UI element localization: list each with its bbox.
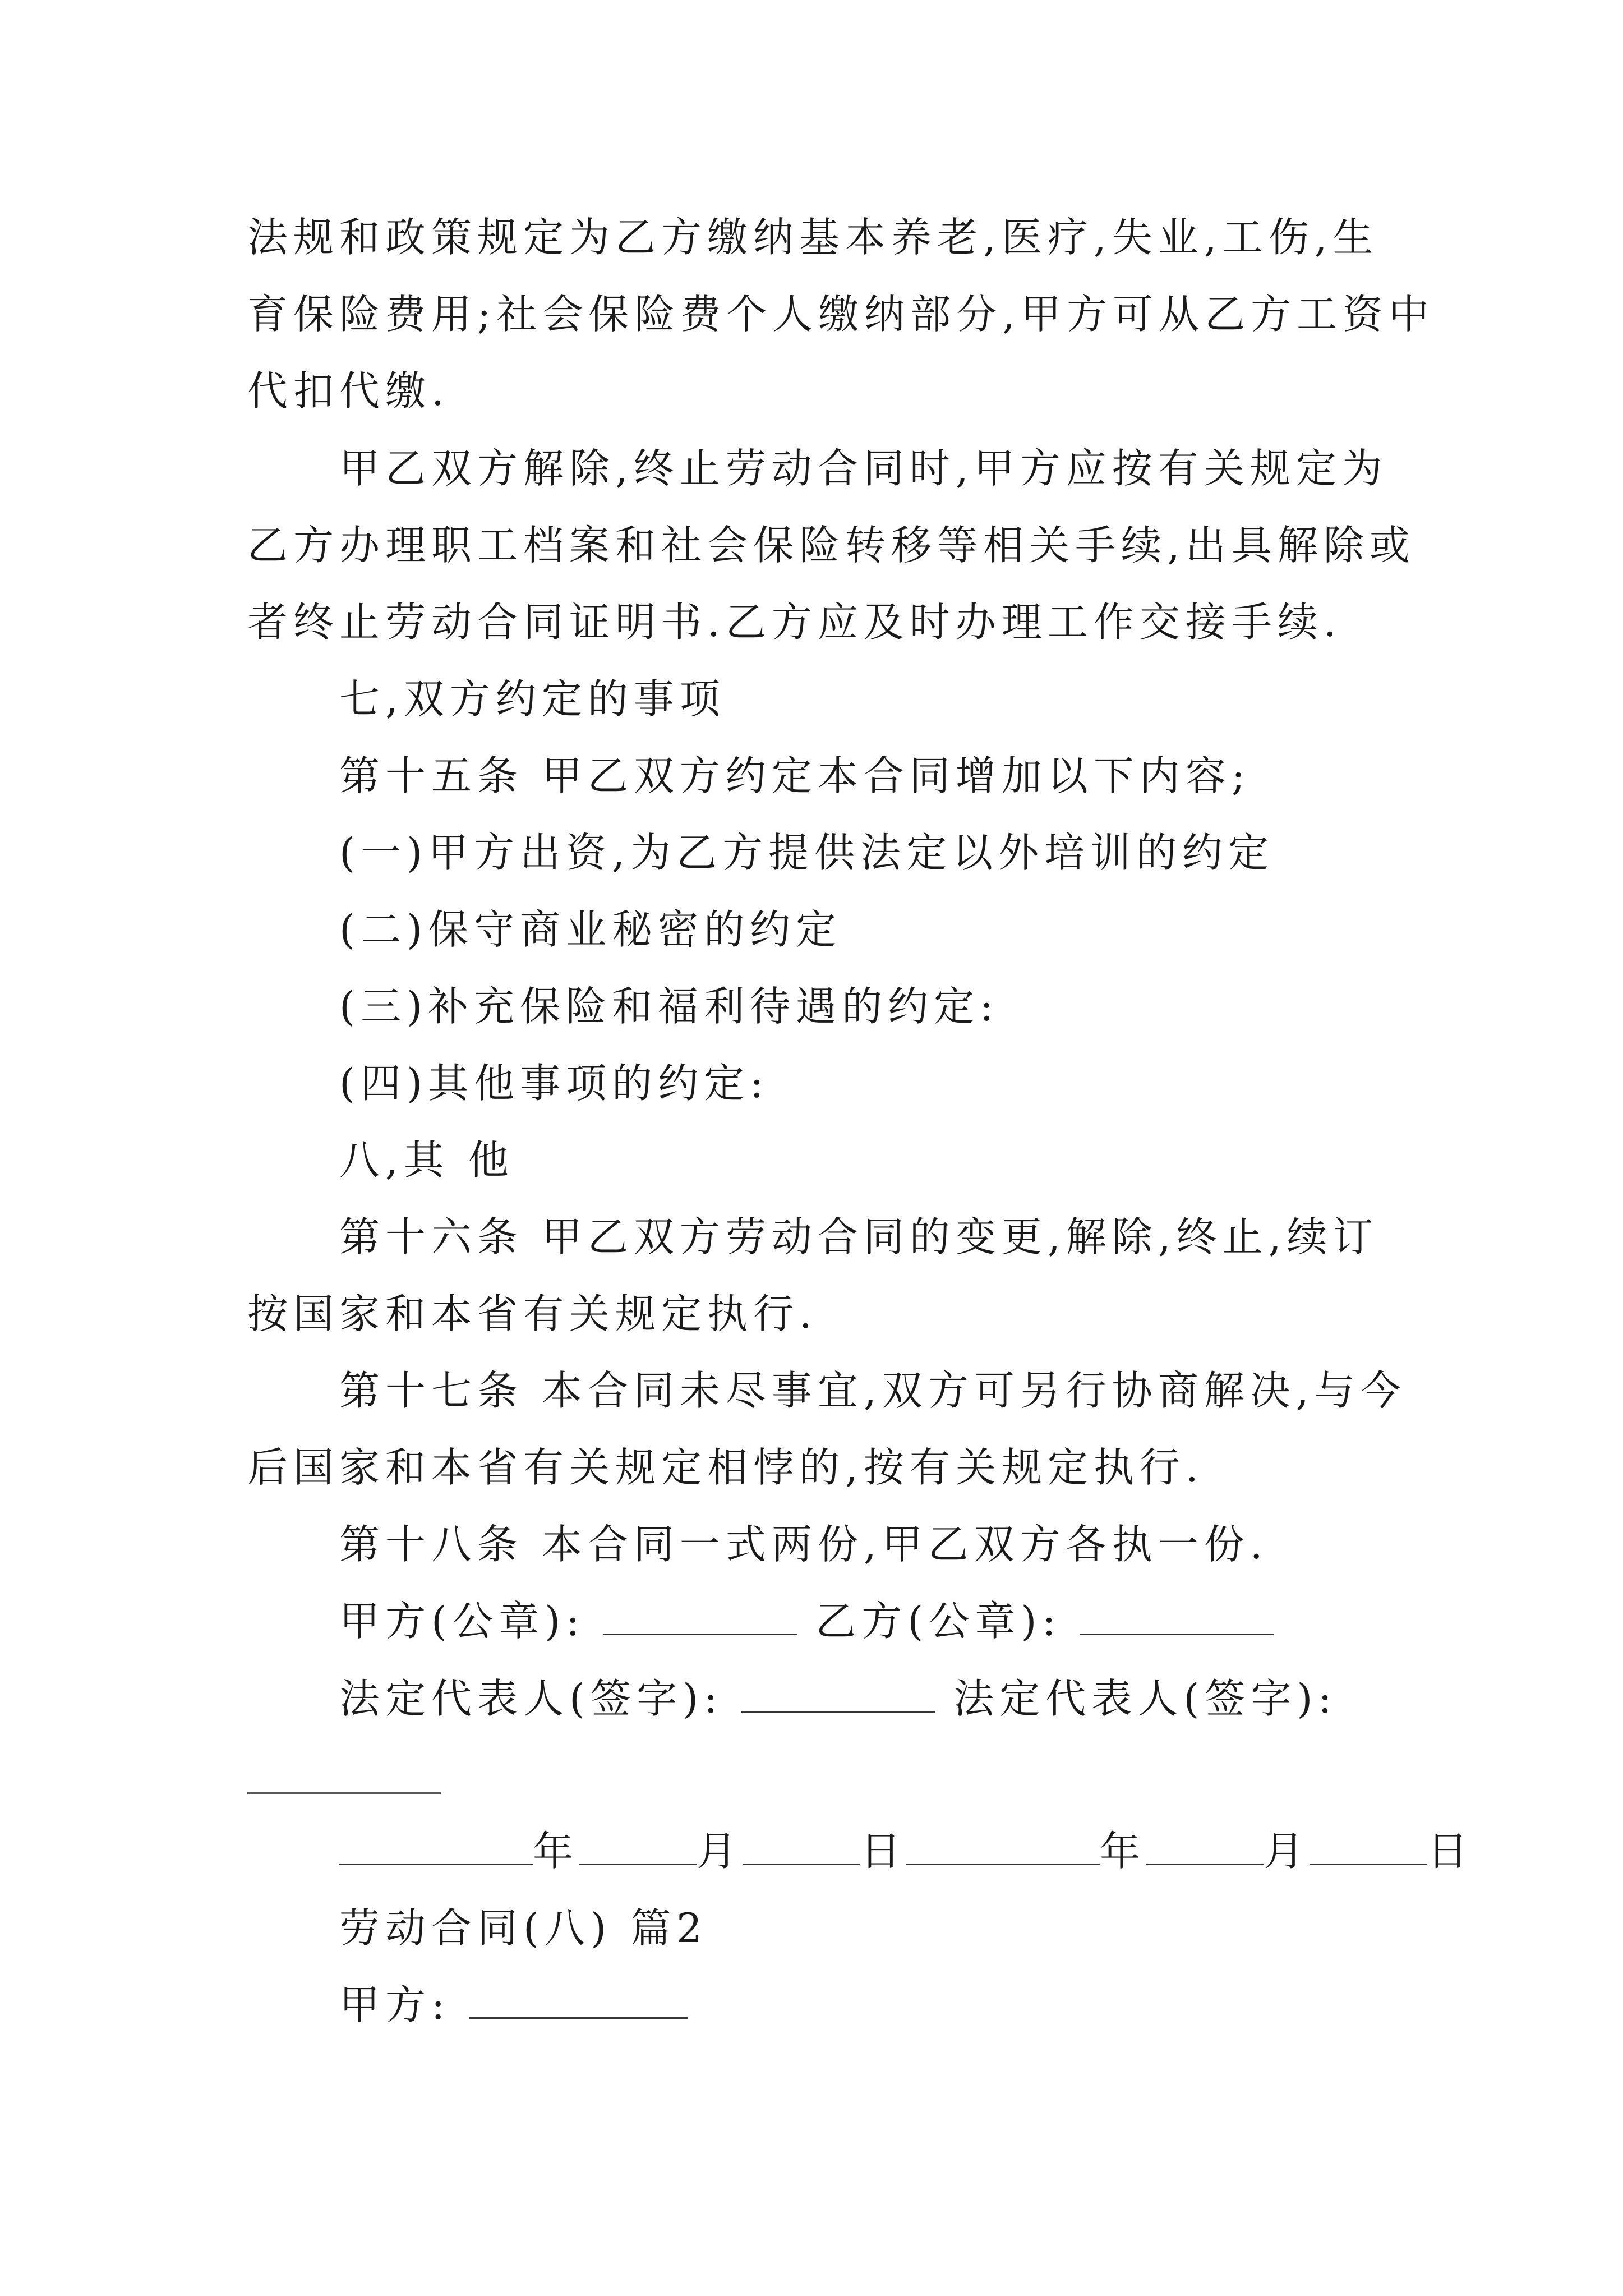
body-line: 育保险费用;社会保险费个人缴纳部分,甲方可从乙方工资中	[247, 291, 1435, 338]
list-item: (一)甲方出资,为乙方提供法定以外培训的约定	[339, 829, 1275, 876]
article-line: 第十七条 本合同未尽事宜,双方可另行协商解决,与今	[339, 1367, 1407, 1414]
rep-a-label: 法定代表人(签字):	[339, 1675, 723, 1722]
day-label: 日	[860, 1828, 907, 1875]
body-line: 乙方办理职工档案和社会保险转移等相关手续,出具解除或	[247, 522, 1415, 569]
month-blank-b	[1146, 1825, 1264, 1865]
month-blank-a	[579, 1825, 697, 1865]
list-item: (二)保守商业秘密的约定	[339, 906, 842, 953]
seal-line	[339, 1593, 1274, 1649]
party-a-seal-blank	[603, 1595, 797, 1635]
article-line: 按国家和本省有关规定执行.	[247, 1290, 818, 1337]
next-party-a-label: 甲方:	[339, 1981, 451, 2028]
article-line: 第十八条 本合同一式两份,甲乙双方各执一份.	[339, 1521, 1269, 1568]
day-blank-b	[1310, 1825, 1427, 1865]
section-heading: 七,双方约定的事项	[339, 675, 726, 723]
party-a-seal-label: 甲方(公章):	[339, 1598, 585, 1645]
section-heading: 八,其 他	[339, 1137, 514, 1184]
date-line	[339, 1823, 1473, 1879]
year-blank-a	[339, 1825, 533, 1865]
party-b-seal-blank	[1080, 1595, 1274, 1635]
month-label: 月	[1264, 1828, 1310, 1875]
next-party-a-blank	[469, 1979, 688, 2019]
article-line: 后国家和本省有关规定相悖的,按有关规定执行.	[247, 1444, 1204, 1491]
rep-b-label: 法定代表人(签字):	[953, 1675, 1338, 1722]
day-label: 日	[1427, 1828, 1474, 1875]
day-blank-a	[743, 1825, 860, 1865]
article-line: 第十六条 甲乙双方劳动合同的变更,解除,终止,续订	[339, 1213, 1379, 1260]
next-party-a-line	[339, 1977, 688, 2033]
list-item: (四)其他事项的约定:	[339, 1060, 769, 1107]
body-line: 代扣代缴.	[247, 367, 450, 415]
year-label: 年	[533, 1828, 579, 1875]
body-line: 甲乙双方解除,终止劳动合同时,甲方应按有关规定为	[339, 445, 1388, 492]
body-line: 法规和政策规定为乙方缴纳基本养老,医疗,失业,工伤,生	[247, 214, 1379, 261]
rep-a-blank	[741, 1673, 935, 1713]
year-label: 年	[1100, 1828, 1146, 1875]
party-b-seal-label: 乙方(公章):	[815, 1598, 1062, 1645]
next-contract-title: 劳动合同(八) 篇2	[339, 1904, 708, 1952]
month-label: 月	[697, 1828, 743, 1875]
list-item: (三)补充保险和福利待遇的约定:	[339, 983, 999, 1030]
body-line: 者终止劳动合同证明书.乙方应及时办理工作交接手续.	[247, 599, 1342, 646]
representative-line	[339, 1671, 1338, 1727]
article-line: 第十五条 甲乙双方约定本合同增加以下内容;	[339, 752, 1251, 799]
rep-b-blank	[247, 1792, 441, 1794]
year-blank-b	[906, 1825, 1100, 1865]
